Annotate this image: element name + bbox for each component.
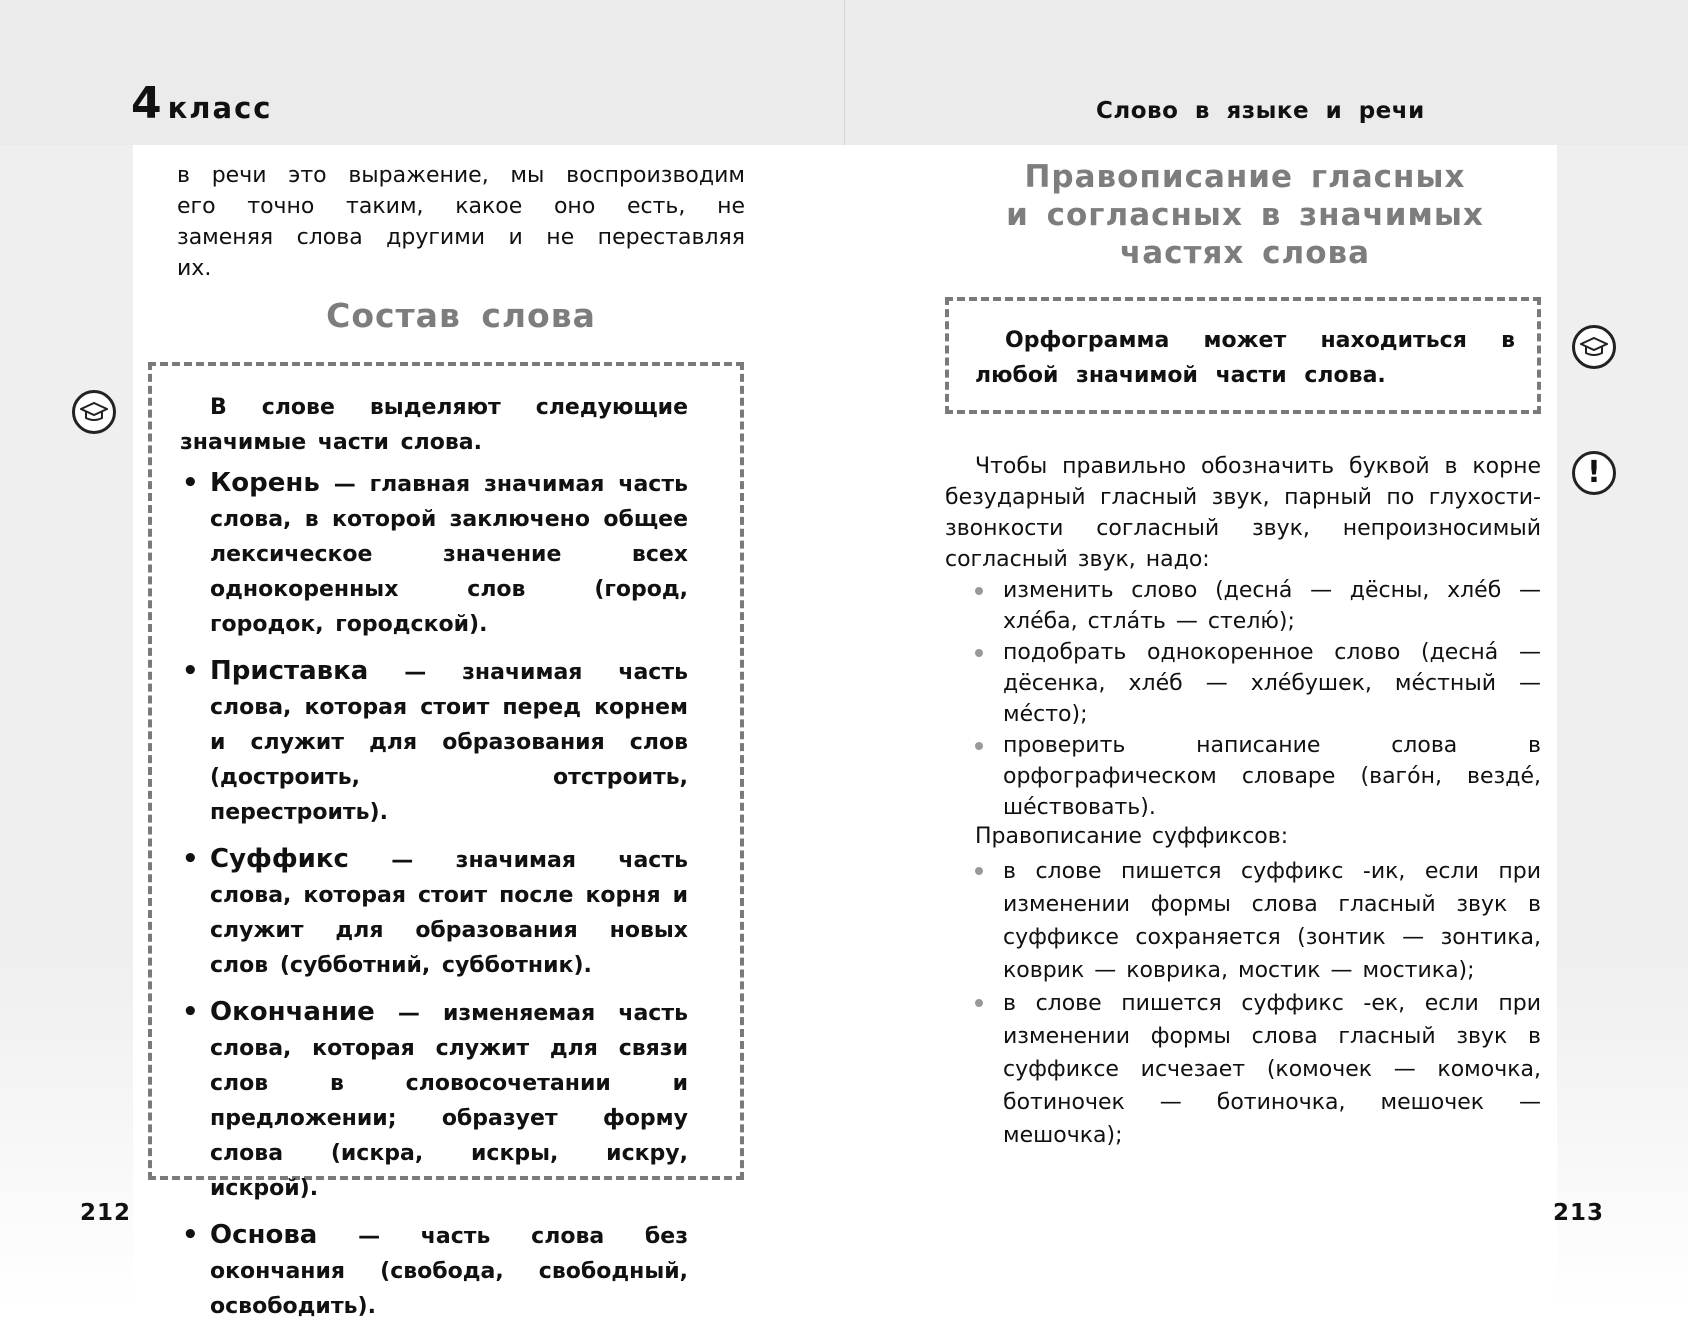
list-item — [180, 995, 688, 1206]
heading-line: Правописание гласных — [1024, 159, 1466, 195]
graduation-cap-icon — [1572, 325, 1616, 369]
root-checks-section — [945, 451, 1541, 823]
exclamation-icon: ! — [1572, 451, 1616, 495]
word-parts-rule — [180, 390, 688, 1336]
suffix-intro: Правописание суффиксов: — [975, 824, 1289, 849]
intro-text: в речи это выражение, мы воспроизводим его точно таким, какое оно есть, не заменяя слова другими и не переставляя их. — [177, 163, 745, 281]
page-number-right: 213 — [1553, 1200, 1605, 1226]
graduation-cap-glyph — [80, 400, 108, 424]
definition: — значимая часть слова, которая стоит перед корнем и служит для образования слов (достроить, отстроить, перестроить). — [210, 660, 688, 825]
suffix-section — [945, 820, 1541, 1152]
rule-lead: В слове выделяют следующие значимые части слова. — [180, 395, 688, 455]
orthogram-rule-box — [945, 297, 1541, 414]
checks-list — [945, 575, 1541, 823]
checks-intro: Чтобы правильно обозначить буквой в корне безударный гласный звук, парный по глухости-звонкости согласный звук, непроизносимый согласный звук, надо: — [945, 454, 1541, 572]
list-item — [180, 842, 688, 983]
term: Окончание — [210, 997, 375, 1027]
list-item: подобрать однокоренное слово (десна́ — дёсенка, хле́б — хле́бушек, ме́стный — ме́сто); — [945, 637, 1541, 730]
list-item — [180, 466, 688, 642]
term: Корень — [210, 468, 320, 498]
book-spine — [844, 0, 845, 145]
suffix-list — [945, 855, 1541, 1152]
definition: — изменяемая часть слова, которая служит для связи слов в словосочетании и предложении; образует форму слова (искра, искры, искру, искрой). — [210, 1001, 688, 1201]
graduation-cap-glyph — [1580, 335, 1608, 359]
rule-text: Орфограмма может находиться в любой значимой части слова. — [975, 328, 1515, 388]
graduation-cap-icon — [72, 390, 116, 434]
heading-line: и согласных в значимых — [1006, 197, 1484, 233]
page-number-left: 212 — [80, 1200, 132, 1226]
list-item — [180, 1218, 688, 1324]
heading-line: частях слова — [1119, 235, 1371, 271]
word-parts-list — [180, 466, 688, 1324]
term: Суффикс — [210, 844, 349, 874]
definition: — часть слова без окончания (свобода, свободный, освободить). — [210, 1224, 688, 1319]
list-item: в слове пишется суффикс -ик, если при изменении формы слова гласный звук в суффиксе сохраняется (зонтик — зонтика, коврик — коврика, мостик — мостика); — [945, 855, 1541, 987]
section-heading-spelling — [945, 158, 1545, 272]
term: Приставка — [210, 656, 369, 686]
definition: — главная значимая часть слова, в которой заключено общее лексическое значение всех однокоренных слов (город, городок, городской). — [210, 472, 688, 637]
grade-word: класс — [167, 91, 273, 125]
list-item: в слове пишется суффикс -ек, если при изменении формы слова гласный звук в суффиксе исчезает (комочек — комочка, ботиночек — ботиночка, мешочек — мешочка); — [945, 987, 1541, 1152]
section-heading-word-structure: Состав слова — [326, 296, 596, 335]
orthogram-rule — [975, 323, 1515, 393]
right-outer-margin — [1557, 145, 1688, 1311]
list-item — [180, 654, 688, 830]
list-item: изменить слово (десна́ — дёсны, хле́б — хле́ба, стла́ть — стелю́); — [945, 575, 1541, 637]
running-title: Слово в языке и речи — [1096, 98, 1425, 124]
list-item: проверить написание слова в орфографическом словаре (ваго́н, везде́, ше́ствовать). — [945, 730, 1541, 823]
intro-paragraph — [177, 160, 745, 284]
definition: — значимая часть слова, которая стоит после корня и служит для образования новых слов (субботний, субботник). — [210, 848, 688, 978]
grade-label — [131, 78, 273, 129]
grade-number: 4 — [131, 78, 162, 129]
word-parts-rule-box — [148, 362, 744, 1319]
left-outer-margin — [0, 145, 133, 1311]
term: Основа — [210, 1220, 318, 1250]
